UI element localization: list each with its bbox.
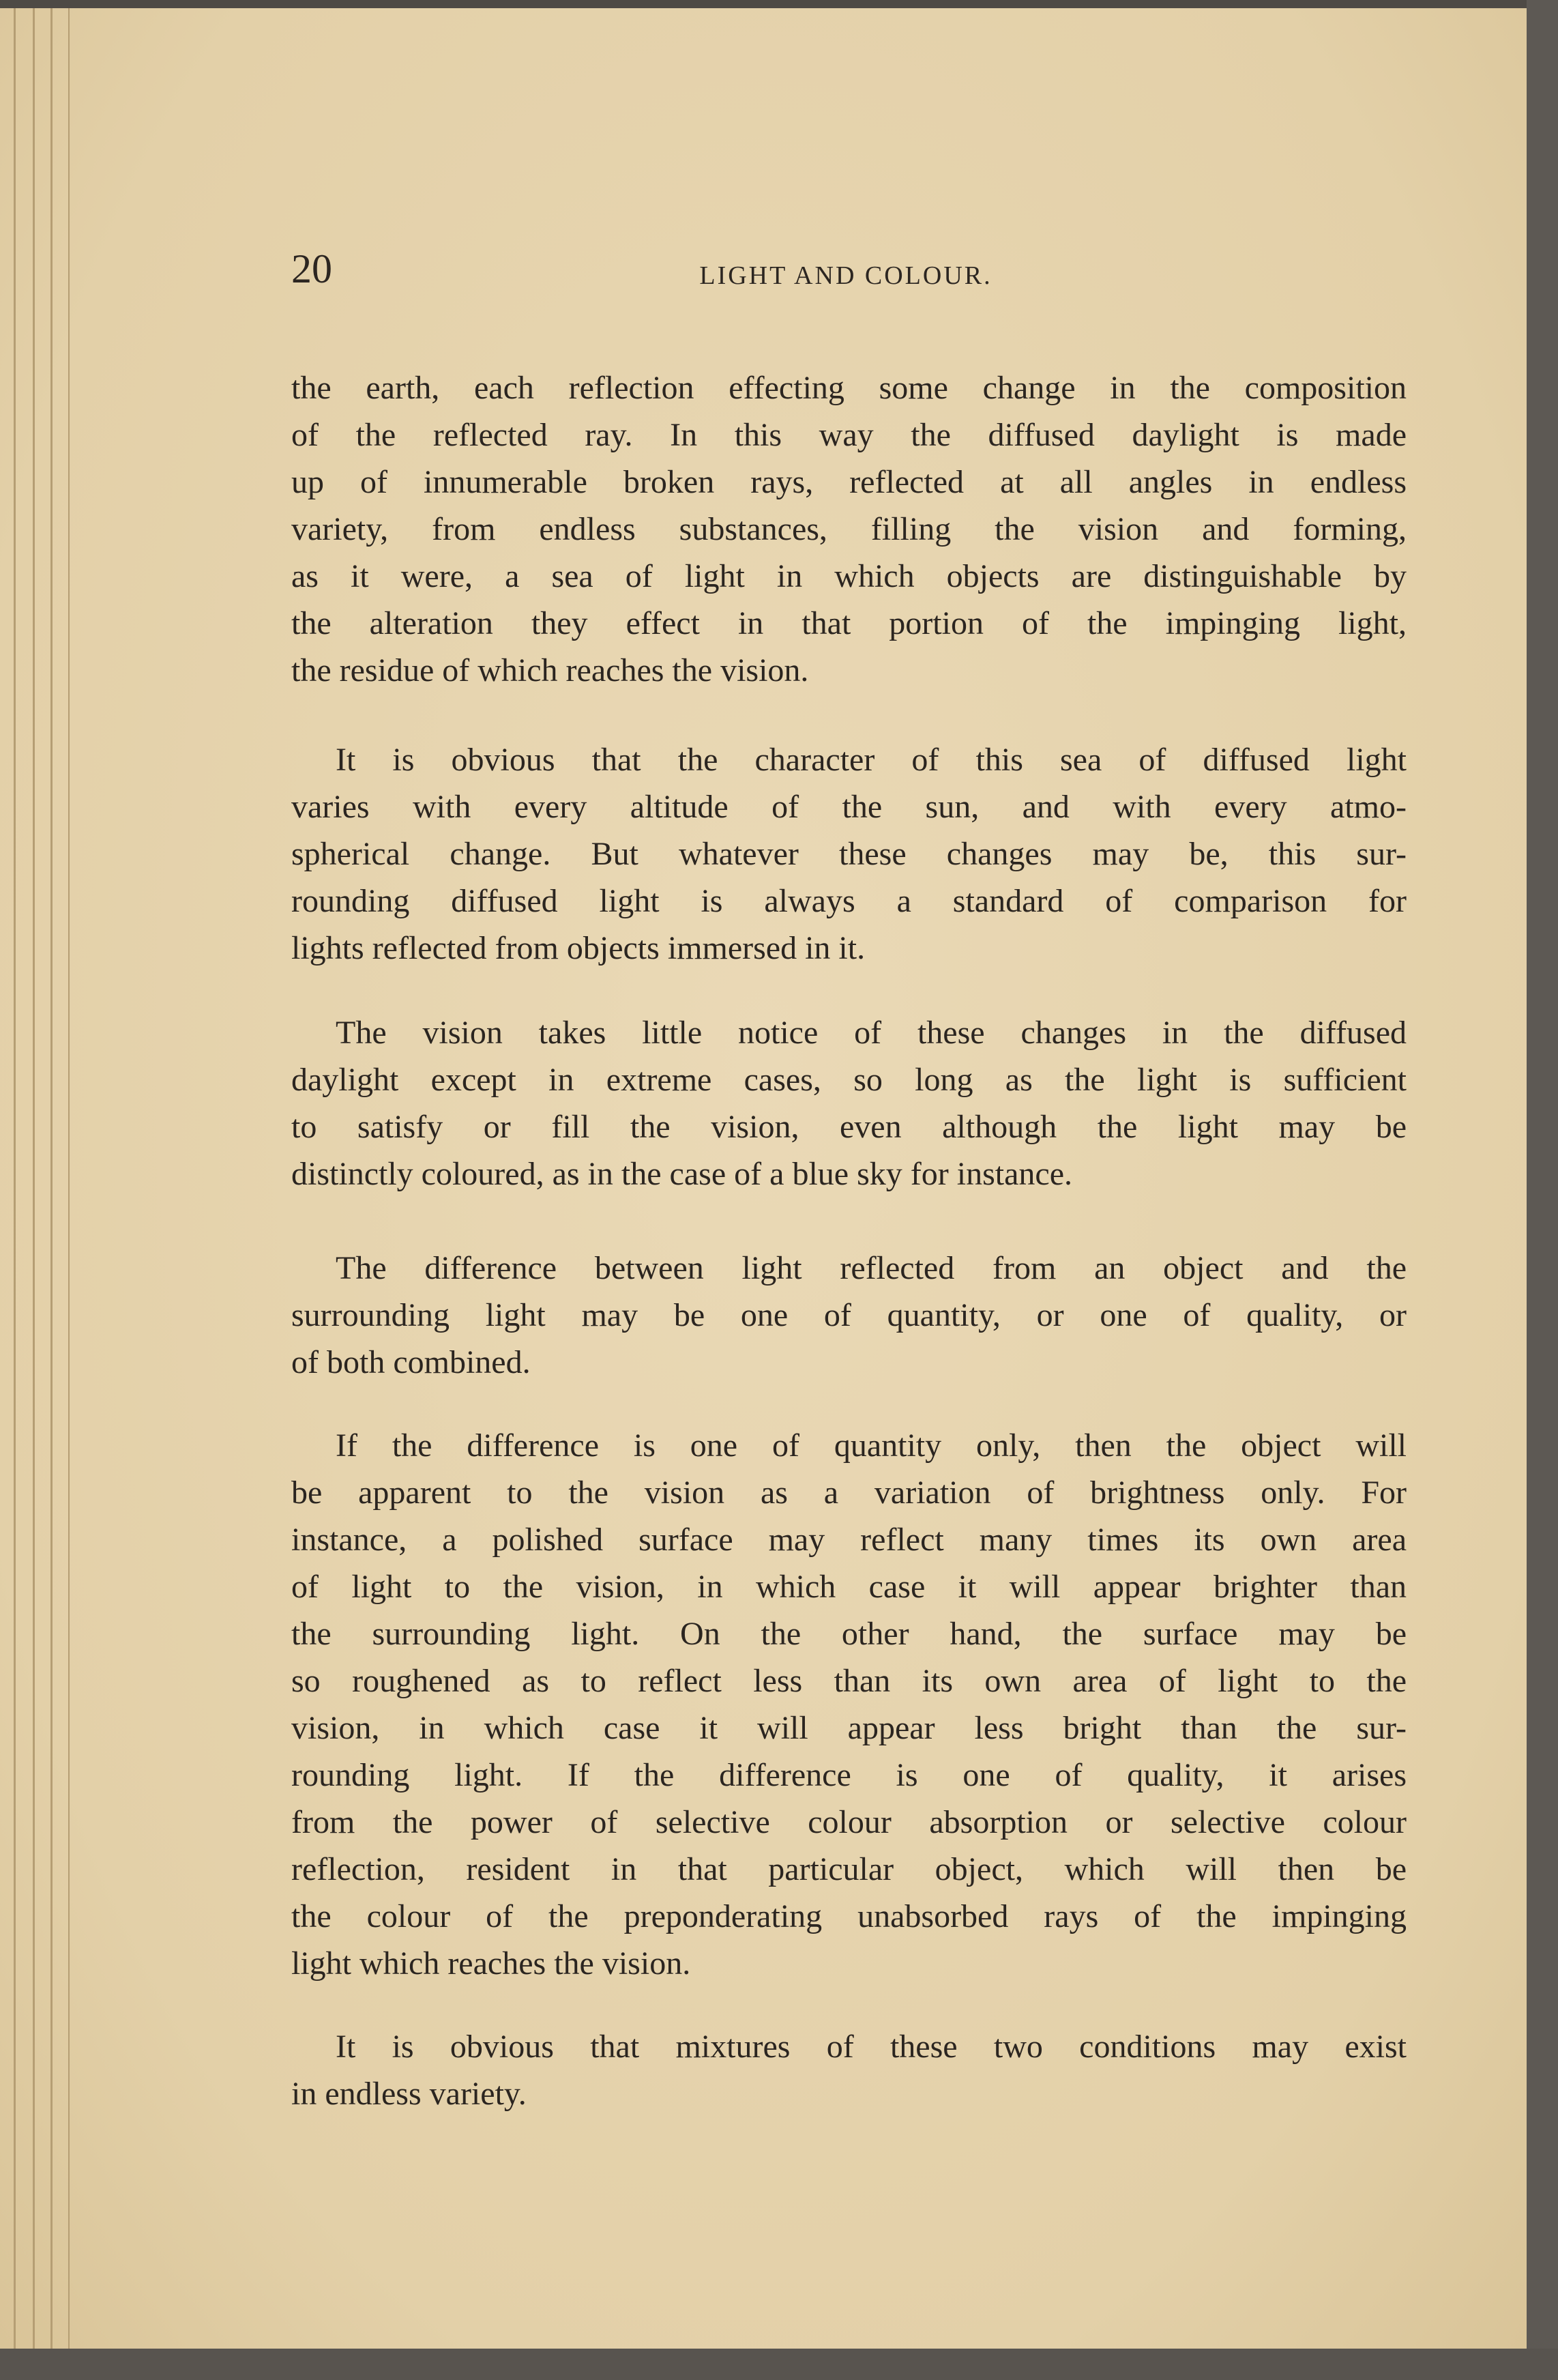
scan-background-bottom xyxy=(0,2349,1558,2380)
paragraph xyxy=(291,1422,1407,1987)
text-line: surrounding light may be one of quantity, or one of quality, or xyxy=(291,1297,1407,1333)
text-line: so roughened as to reflect less than its own area of light to the xyxy=(291,1663,1407,1699)
text-line: to satisfy or fill the vision, even although the light may be xyxy=(291,1109,1407,1145)
text-line: the alteration they effect in that portion of the impinging light, xyxy=(291,605,1407,641)
text-line: It is obvious that mixtures of these two conditions may exist xyxy=(336,2029,1407,2065)
text-line: instance, a polished surface may reflect many times its own area xyxy=(291,1522,1407,1558)
paragraph xyxy=(291,1009,1407,1198)
text-line: lights reflected from objects immersed in it. xyxy=(291,930,866,966)
page-edge-line xyxy=(50,8,53,2349)
paragraph xyxy=(291,2023,1407,2117)
text-line: rounding light. If the difference is one of quality, it arises xyxy=(291,1757,1407,1793)
text-line: reflection, resident in that particular object, which will then be xyxy=(291,1851,1407,1887)
text-line: varies with every altitude of the sun, and with every atmo- xyxy=(291,789,1407,825)
text-line: daylight except in extreme cases, so long as the light is sufficient xyxy=(291,1062,1407,1098)
paragraph xyxy=(291,1245,1407,1386)
text-line: from the power of selective colour absorption or selective colour xyxy=(291,1804,1407,1840)
page-edge-line xyxy=(14,8,16,2349)
page-number: 20 xyxy=(291,246,332,291)
text-line: as it were, a sea of light in which objects are distinguishable by xyxy=(291,558,1407,594)
text-line: of both combined. xyxy=(291,1344,531,1380)
page-edge-line xyxy=(68,8,70,2349)
paragraph xyxy=(291,364,1407,694)
page-edge-line xyxy=(33,8,35,2349)
text-line: distinctly coloured, as in the case of a blue sky for instance. xyxy=(291,1156,1072,1192)
text-line: of light to the vision, in which case it will appear brighter than xyxy=(291,1569,1407,1605)
scan-background-right xyxy=(1527,0,1558,2380)
text-line: The vision takes little notice of these changes in the diffused xyxy=(336,1015,1407,1051)
text-line: up of innumerable broken rays, reflected at all angles in endless xyxy=(291,464,1407,500)
running-title: LIGHT AND COLOUR. xyxy=(699,261,993,290)
text-line: light which reaches the vision. xyxy=(291,1945,691,1982)
text-line: variety, from endless substances, filling the vision and forming, xyxy=(291,511,1407,547)
text-line: the residue of which reaches the vision. xyxy=(291,652,809,688)
text-line: It is obvious that the character of this sea of diffused light xyxy=(336,742,1407,778)
text-line: the earth, each reflection effecting some change in the composition xyxy=(291,370,1407,406)
text-line: of the reflected ray. In this way the diffused daylight is made xyxy=(291,417,1407,453)
text-line: rounding diffused light is always a standard of comparison for xyxy=(291,883,1407,919)
text-line: vision, in which case it will appear less bright than the sur- xyxy=(291,1710,1407,1746)
paragraph xyxy=(291,736,1407,972)
text-line: The difference between light reflected from an object and the xyxy=(336,1250,1407,1286)
text-line: the colour of the preponderating unabsorbed rays of the impinging xyxy=(291,1898,1407,1934)
text-line: the surrounding light. On the other hand, the surface may be xyxy=(291,1616,1407,1652)
text-line: be apparent to the vision as a variation of brightness only. For xyxy=(291,1475,1407,1511)
text-line: in endless variety. xyxy=(291,2076,527,2112)
text-line: If the difference is one of quantity only, then the object will xyxy=(336,1427,1407,1464)
text-line: spherical change. But whatever these changes may be, this sur- xyxy=(291,836,1407,872)
